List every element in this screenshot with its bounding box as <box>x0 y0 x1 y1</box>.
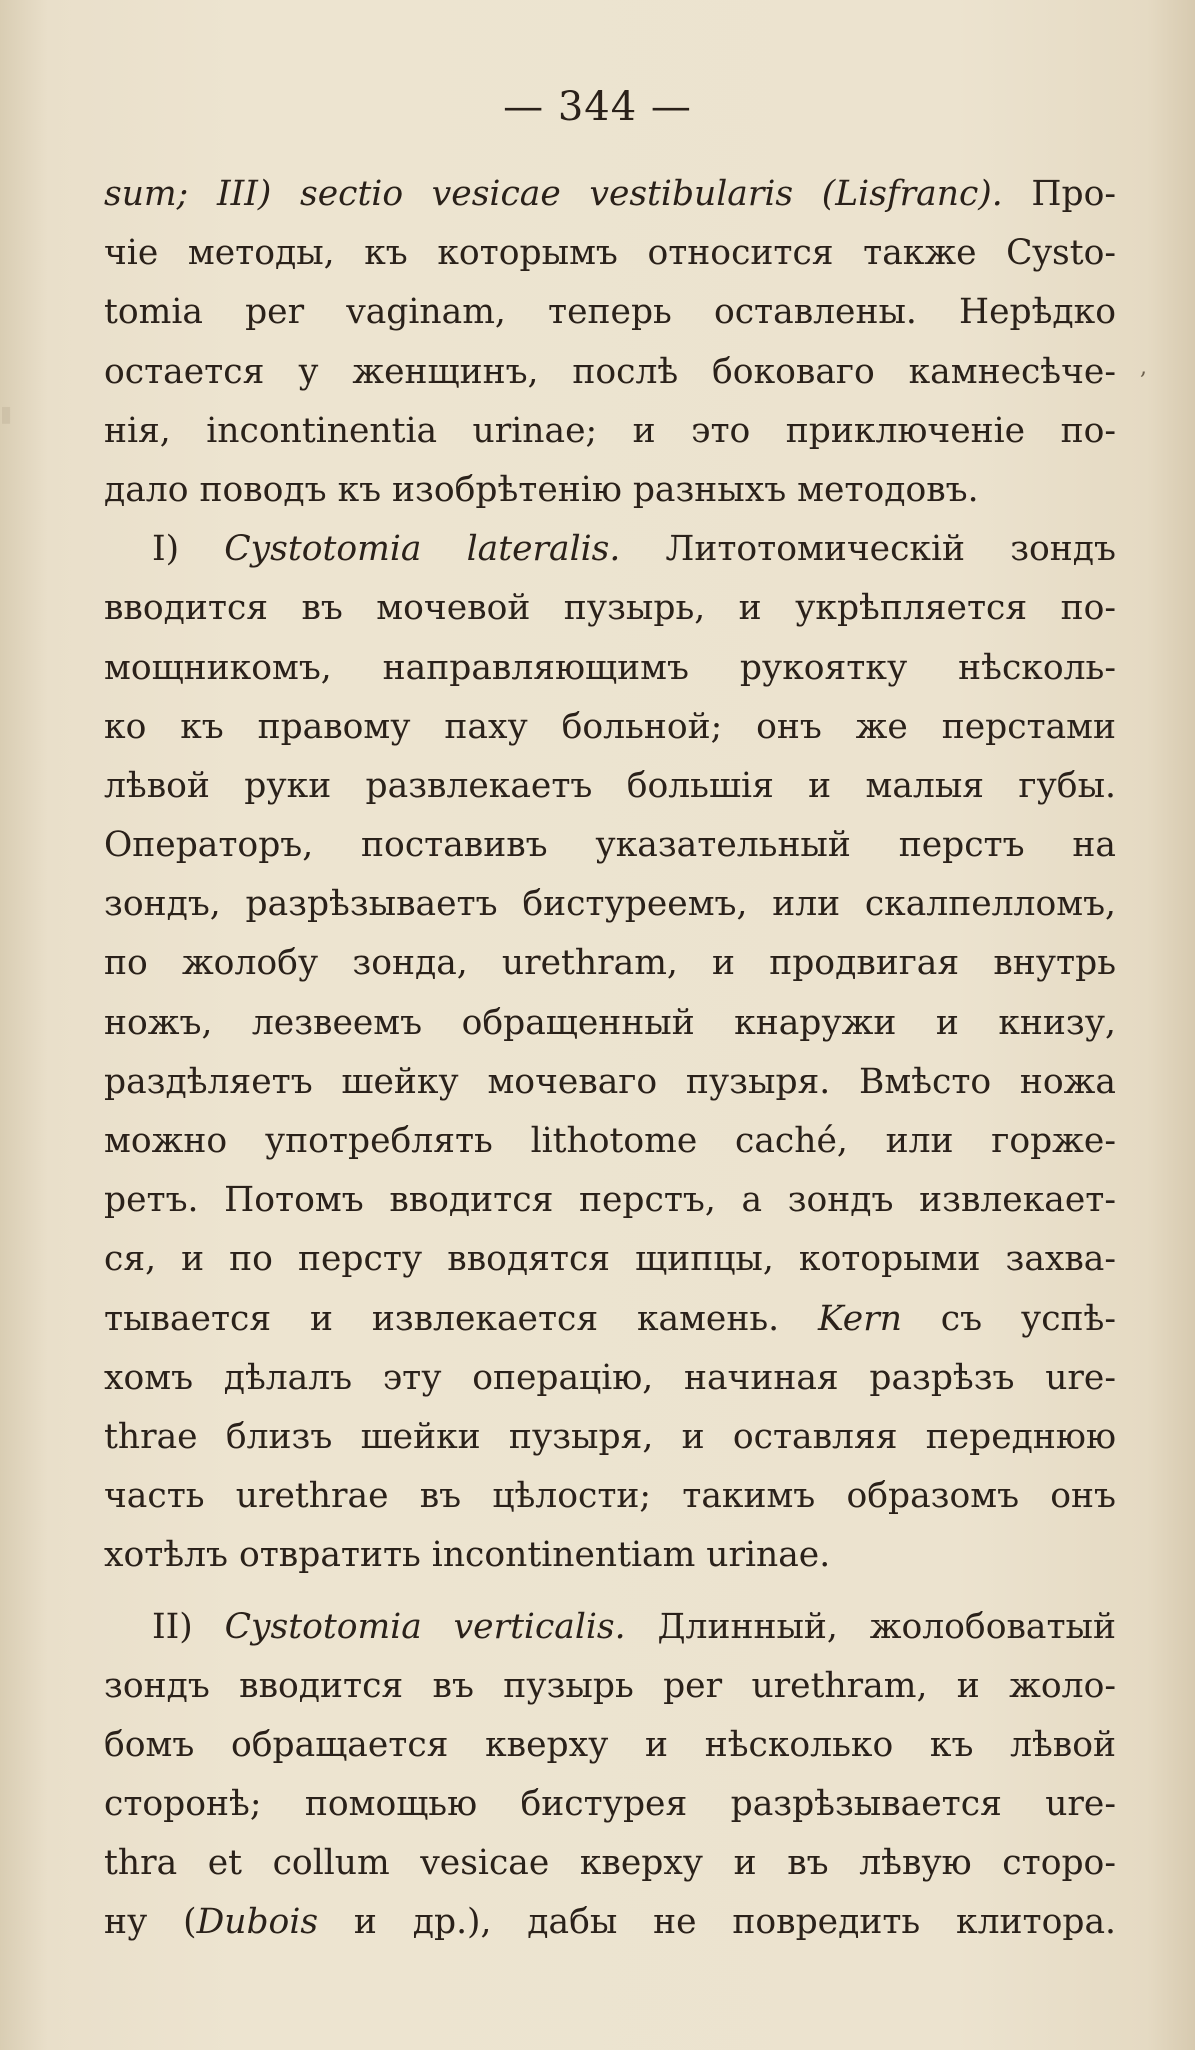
text-line <box>104 1053 1116 1112</box>
text-line <box>104 698 1116 757</box>
text-line <box>104 1526 1116 1585</box>
text-segment: нія, incontinentia urinae; и это приключеніе по- <box>104 410 1116 451</box>
text-segment: thra et collum vesicae кверху и въ лѣвую сторо- <box>104 1843 1116 1884</box>
text-segment: Литотомическій зондъ <box>620 529 1116 570</box>
margin-mark: , <box>1140 355 1147 380</box>
text-segment: зондъ вводится въ пузырь per urethram, и жоло- <box>104 1665 1116 1706</box>
text-segment: часть urethrae въ цѣлости; такимъ образомъ онъ <box>104 1476 1116 1517</box>
text-line <box>104 1775 1116 1834</box>
italic-segment: sectio vesicae vestibularis (Lisfranc). <box>300 174 1003 214</box>
text-segment: Длинный, жолобоватый <box>625 1606 1117 1647</box>
text-segment: тывается и извлекается камень. <box>104 1298 818 1339</box>
text-segment: чіе методы, къ которымъ относится также Cysto- <box>104 233 1116 274</box>
page-number: — 344 — <box>503 84 692 130</box>
text-line <box>104 1349 1116 1408</box>
italic-segment: Cystotomia lateralis. <box>224 529 621 570</box>
text-line <box>104 343 1116 402</box>
text-line <box>104 283 1116 342</box>
text-segment: Операторъ, поставивъ указательный перстъ на <box>104 825 1116 866</box>
text-line <box>104 461 1116 520</box>
text-segment: остается у женщинъ, послѣ боковаго камнесѣче- <box>104 351 1116 392</box>
text-segment: II) <box>152 1606 225 1647</box>
text-segment: раздѣляетъ шейку мочеваго пузыря. Вмѣсто ножа <box>104 1061 1116 1102</box>
text-segment: дало поводъ къ изобрѣтенію разныхъ методовъ. <box>104 469 979 510</box>
text-line <box>104 1467 1116 1526</box>
text-segment: по жолобу зонда, urethram, и продвигая внутрь <box>104 943 1116 984</box>
text-segment: ретъ. Потомъ вводится перстъ, а зондъ извлекает- <box>104 1180 1116 1221</box>
paragraph-3 <box>104 1598 1116 1953</box>
text-segment: I) <box>152 529 225 570</box>
text-line <box>104 1408 1116 1467</box>
bleed-through-margin: ▮ <box>0 402 13 427</box>
text-line <box>104 520 1116 579</box>
text-line <box>104 1598 1116 1657</box>
text-segment: можно употреблять lithotome caché, или горже- <box>104 1121 1116 1161</box>
text-segment: thrae близъ шейки пузыря, и оставляя переднюю <box>104 1416 1116 1457</box>
paragraph-1 <box>104 165 1116 520</box>
text-line <box>104 1716 1116 1775</box>
text-line <box>104 757 1116 816</box>
text-line <box>104 1171 1116 1230</box>
text-line <box>104 224 1116 283</box>
text-line <box>104 875 1116 934</box>
text-line <box>104 1657 1116 1716</box>
text-segment: и др.), дабы не повредить клитора. <box>318 1902 1116 1943</box>
text-segment: зондъ, разрѣзываетъ бистуреемъ, или скалпелломъ, <box>104 884 1116 925</box>
text-segment: tomia per vaginam, теперь оставлены. Нерѣдко <box>104 292 1116 333</box>
italic-segment: Cystotomia verticalis. <box>224 1606 626 1647</box>
text-line <box>104 994 1116 1053</box>
text-line <box>104 579 1116 638</box>
text-line <box>104 816 1116 875</box>
text-segment: ну ( <box>104 1902 197 1943</box>
body-text <box>104 165 1116 1953</box>
text-line <box>104 639 1116 698</box>
text-line <box>104 1893 1116 1952</box>
text-line <box>104 402 1116 461</box>
text-line <box>104 934 1116 993</box>
text-segment: Про- <box>1002 174 1116 214</box>
text-segment: ко къ правому паху больной; онъ же перстами <box>104 706 1116 747</box>
text-segment: мощникомъ, направляющимъ рукоятку нѣсколь- <box>104 647 1116 688</box>
text-segment: бомъ обращается кверху и нѣсколько къ лѣвой <box>104 1724 1116 1765</box>
italic-segment: sum; III) <box>104 174 300 214</box>
paragraph-2 <box>104 520 1116 1585</box>
italic-segment: Dubois <box>196 1902 319 1943</box>
text-line <box>104 1290 1116 1349</box>
text-line <box>104 165 1116 224</box>
text-segment: ся, и по персту вводятся щипцы, которыми захва- <box>104 1239 1116 1280</box>
text-segment: хомъ дѣлалъ эту операцію, начиная разрѣзъ ure- <box>104 1357 1116 1398</box>
text-segment: съ успѣ- <box>901 1298 1116 1339</box>
text-segment: ножъ, лезвеемъ обращенный кнаружи и книзу, <box>104 1002 1116 1043</box>
italic-segment: Kern <box>817 1298 902 1339</box>
paragraph-gap <box>104 1586 1116 1598</box>
text-segment: сторонѣ; помощью бистурея разрѣзывается ure- <box>104 1784 1116 1825</box>
text-segment: хотѣлъ отвратить incontinentiam urinae. <box>104 1535 831 1576</box>
text-line <box>104 1834 1116 1893</box>
text-segment: лѣвой руки развлекаетъ большія и малыя губы. <box>104 765 1116 806</box>
text-line <box>104 1230 1116 1289</box>
text-line <box>104 1112 1116 1171</box>
text-segment: вводится въ мочевой пузырь, и укрѣпляется по- <box>104 588 1116 629</box>
